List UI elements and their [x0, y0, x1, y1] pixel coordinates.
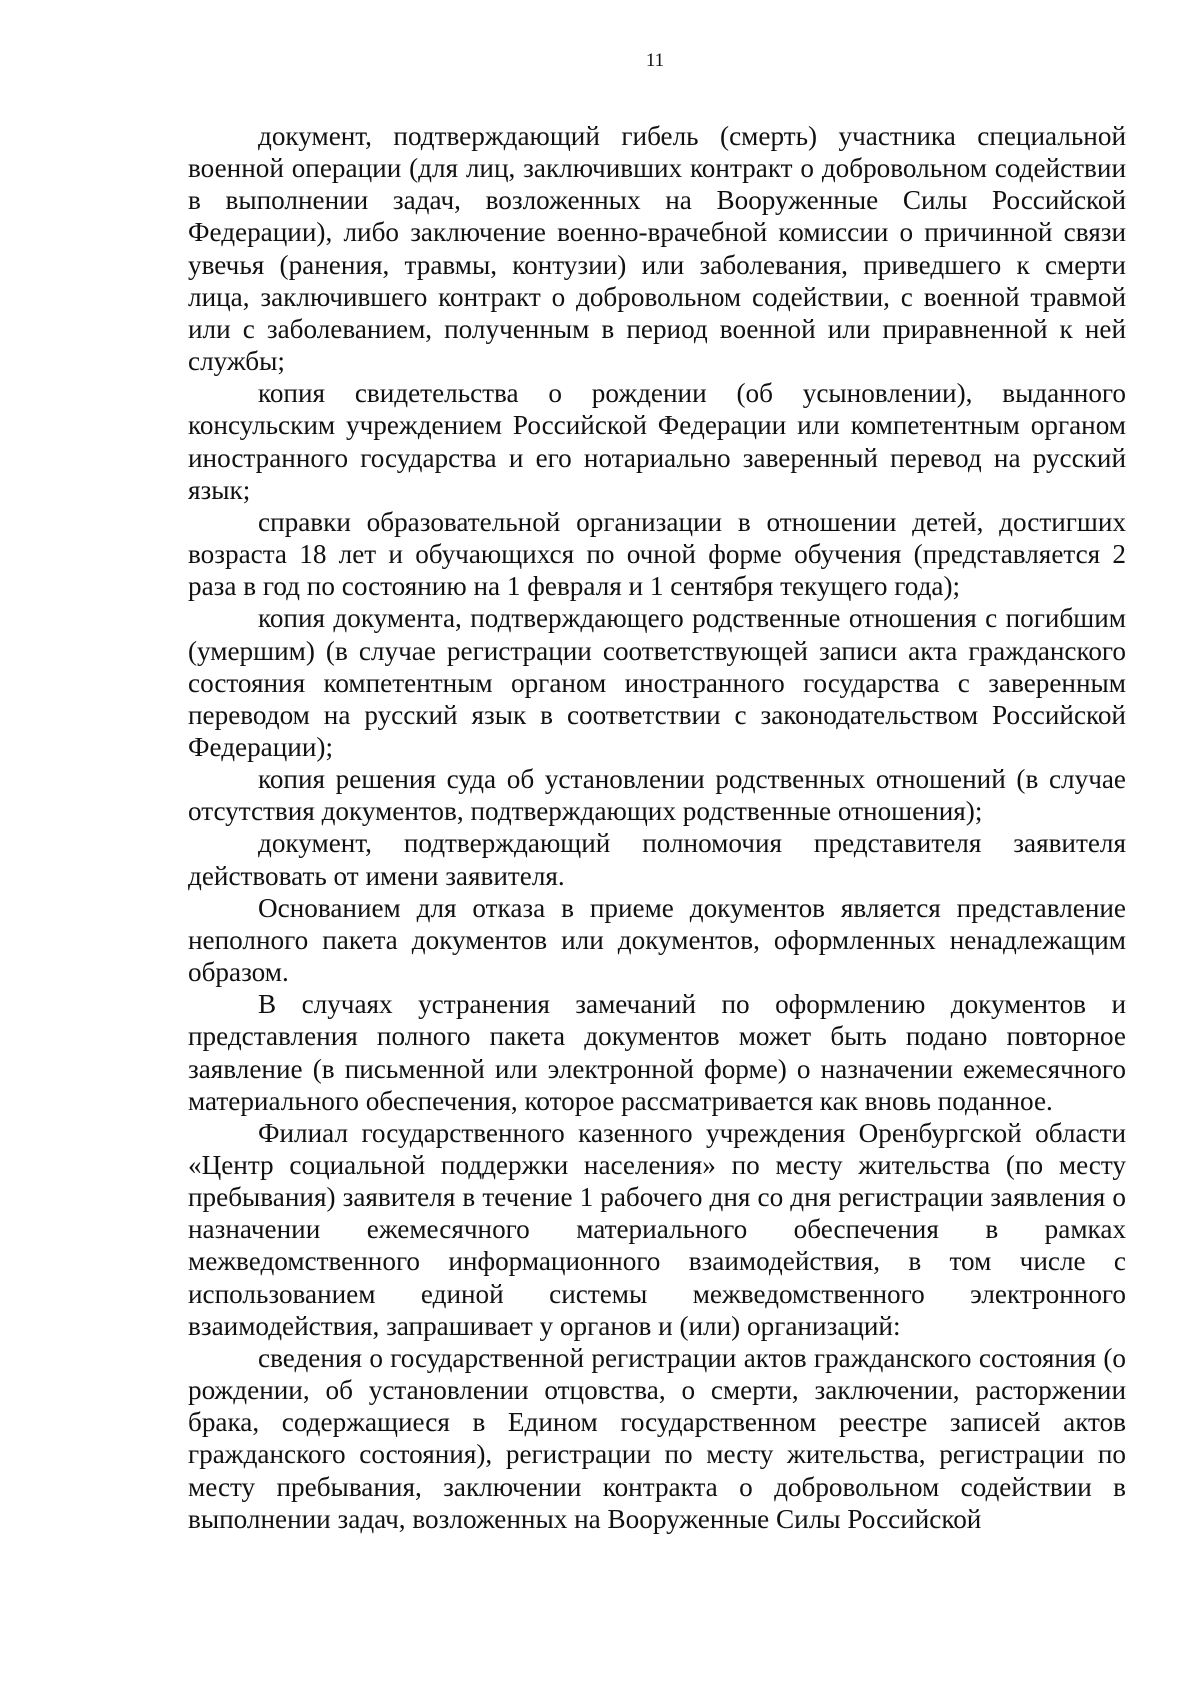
paragraph-repeat-application: В случаях устранения замечаний по оформлению документов и представления полного пакета документов может быть подано повторное заявление (в письменной или электронной форме) о назначении ежемесячного материального обеспечения, которое рассматривается как вновь поданное. — [188, 989, 1126, 1116]
paragraph-civil-registry-info: сведения о государственной регистрации актов гражданского состояния (о рождении, об установлении отцовства, о смерти, заключении, расторжении брака, содержащиеся в Едином государственном реестре записей актов гражданского состояния), регистрации по месту жительства, регистрации по месту пребывания, заключении контракта о добровольном содействии в выполнении задач, возложенных на Вооруженные Силы Российской — [188, 1342, 1126, 1534]
paragraph-kinship-document-copy: копия документа, подтверждающего родственные отношения с погибшим (умершим) (в случае регистрации соответствующей записи акта гражданского состояния компетентным органом иностранного государства с заверенным переводом на русский язык в соответствии с законодательством Российской Федерации); — [188, 603, 1126, 762]
document-body — [188, 120, 1126, 1535]
paragraph-court-decision-copy: копия решения суда об установлении родственных отношений (в случае отсутствия документов, подтверждающих родственные отношения); — [188, 764, 1126, 827]
paragraph-birth-certificate-copy: копия свидетельства о рождении (об усыновлении), выданного консульским учреждением Российской Федерации или компетентным органом иностранного государства и его нотариально заверенный перевод на русский язык; — [188, 378, 1126, 505]
page-number: 11 — [645, 50, 665, 71]
paragraph-interagency-request: Филиал государственного казенного учреждения Оренбургской области «Центр социальной поддержки населения» по месту жительства (по месту пребывания) заявителя в течение 1 рабочего дня со дня регистрации заявления о назначении ежемесячного материального обеспечения в рамках межведомственного информационного взаимодействия, в том числе с использованием единой системы межведомственного электронного взаимодействия, запрашивает у органов и (или) организаций: — [188, 1117, 1126, 1341]
paragraph-death-document: документ, подтверждающий гибель (смерть) участника специальной военной операции (для лиц, заключивших контракт о добровольном содействии в выполнении задач, возложенных на Вооруженные Силы Российской Федерации), либо заключение военно-врачебной комиссии о причинной связи увечья (ранения, травмы, контузии) или заболевания, приведшего к смерти лица, заключившего контракт о добровольном содействии, с военной травмой или с заболеванием, полученным в период военной или приравненной к ней службы; — [188, 121, 1126, 377]
paragraph-refusal-grounds: Основанием для отказа в приеме документов является представление неполного пакета документов или документов, оформленных ненадлежащим образом. — [188, 892, 1126, 988]
paragraph-education-certificates: справки образовательной организации в отношении детей, достигших возраста 18 лет и обучающихся по очной форме обучения (представляется 2 раза в год по состоянию на 1 февраля и 1 сентября текущего года); — [188, 506, 1126, 602]
paragraph-representative-authority: документ, подтверждающий полномочия представителя заявителя действовать от имени заявителя. — [188, 828, 1126, 891]
